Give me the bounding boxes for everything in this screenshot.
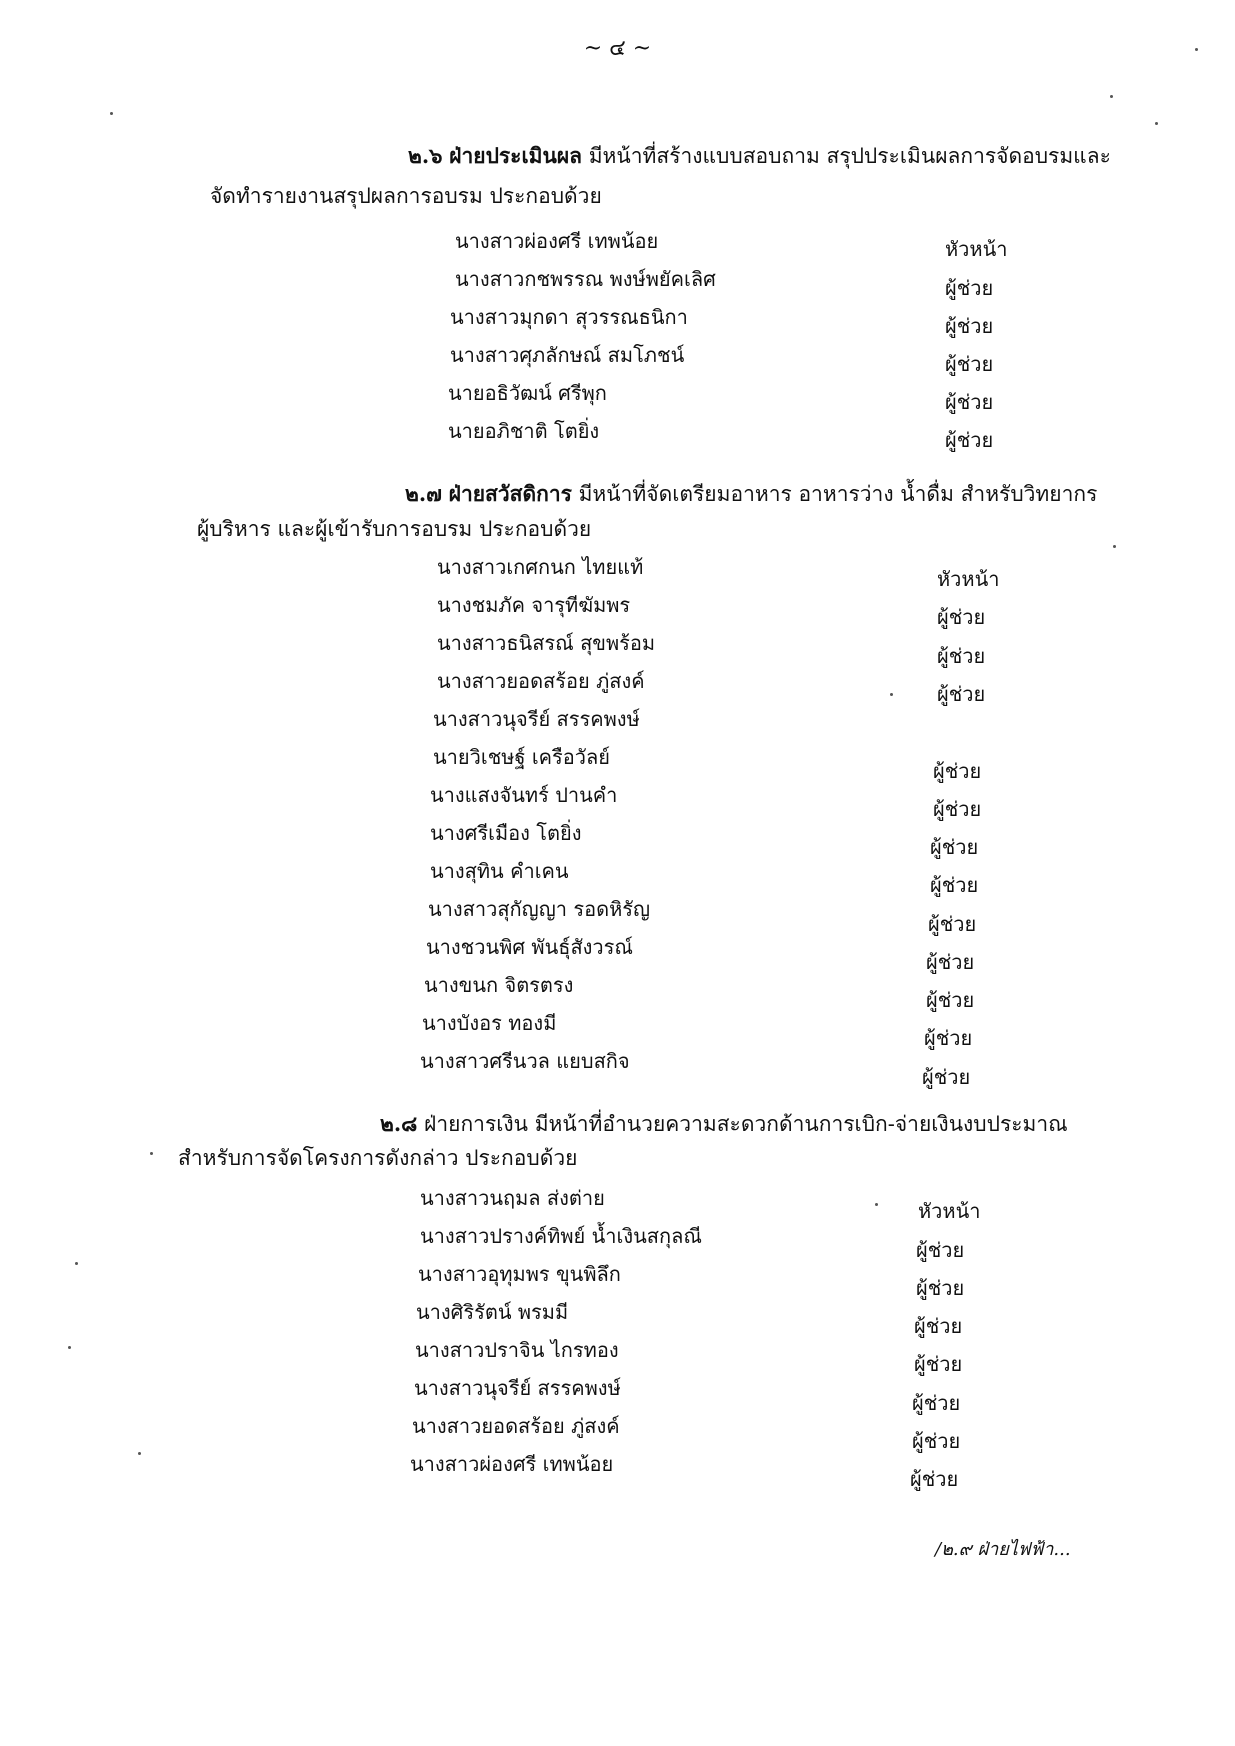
section-duty: มีหน้าที่จัดเตรียมอาหาร อาหารว่าง น้ำดื่ม สำหรับวิทยากร <box>578 482 1098 506</box>
member-role: ผู้ช่วย <box>945 276 994 300</box>
member-name: นางศรีเมือง โตยิ่ง <box>430 821 582 845</box>
member-name: นางสาวยอดสร้อย ภู่สงค์ <box>412 1414 620 1438</box>
member-name: นางสาวเกศกนก ไทยแท้ <box>437 555 644 579</box>
page-number: ~ ๔ ~ <box>583 36 652 61</box>
member-role: ผู้ช่วย <box>916 1276 965 1300</box>
member-role: ผู้ช่วย <box>945 314 994 338</box>
member-role: ผู้ช่วย <box>926 988 975 1012</box>
member-role: หัวหน้า <box>918 1199 981 1223</box>
section-duty: มีหน้าที่สร้างแบบสอบถาม สรุปประเมินผลการจัดอบรมและ <box>588 144 1111 168</box>
member-role: ผู้ช่วย <box>945 390 994 414</box>
scan-speck <box>110 112 113 115</box>
member-name: นางสาวนุจรีย์ สรรคพงษ์ <box>433 707 640 731</box>
member-name: นางศิริรัตน์ พรมมี <box>416 1300 569 1324</box>
member-name: นายอภิชาติ โตยิ่ง <box>448 419 600 443</box>
member-name: นางสาวกชพรรณ พงษ์พยัคเลิศ <box>455 267 716 291</box>
scan-speck <box>1113 545 1116 548</box>
scan-speck <box>1195 48 1198 51</box>
scan-speck <box>68 1346 71 1349</box>
scan-speck <box>875 1203 878 1206</box>
member-role: ผู้ช่วย <box>937 644 986 668</box>
scan-speck <box>75 1262 78 1265</box>
member-name: นางสุทิน คำเคน <box>430 859 569 883</box>
member-role: ผู้ช่วย <box>928 912 977 936</box>
section-duty-continued: สำหรับการจัดโครงการดังกล่าว ประกอบด้วย <box>178 1146 578 1170</box>
member-role: ผู้ช่วย <box>912 1429 961 1453</box>
member-role: ผู้ช่วย <box>916 1238 965 1262</box>
member-role: หัวหน้า <box>945 237 1008 261</box>
member-name: นางสาวสุกัญญา รอดหิรัญ <box>428 897 651 921</box>
member-role: ผู้ช่วย <box>933 759 982 783</box>
member-name: นางสาวธนิสรณ์ สุขพร้อม <box>437 631 656 655</box>
member-role: ผู้ช่วย <box>930 835 979 859</box>
section-title: ฝ่ายสวัสดิการ <box>448 481 572 506</box>
section-number: ๒.๘ <box>380 1111 418 1136</box>
section-heading <box>405 478 1097 511</box>
section-heading <box>408 140 1111 173</box>
member-name: นางสาวศรีนวล แยบสกิจ <box>420 1049 630 1073</box>
member-name: นางสาวนุจรีย์ สรรคพงษ์ <box>414 1376 621 1400</box>
scan-speck <box>890 693 893 696</box>
member-role: หัวหน้า <box>937 567 1000 591</box>
scan-speck <box>1110 95 1113 98</box>
section-duty-continued: จัดทำรายงานสรุปผลการอบรม ประกอบด้วย <box>210 184 602 208</box>
member-name: นางสาวผ่องศรี เทพน้อย <box>455 229 659 253</box>
member-role: ผู้ช่วย <box>937 682 986 706</box>
member-role: ผู้ช่วย <box>912 1391 961 1415</box>
member-role: ผู้ช่วย <box>937 605 986 629</box>
member-role: ผู้ช่วย <box>945 428 994 452</box>
member-name: นางสาวนฤมล ส่งต่าย <box>420 1186 605 1210</box>
scan-speck <box>1155 122 1158 125</box>
section-title: ฝ่ายประเมินผล <box>449 143 583 168</box>
member-role: ผู้ช่วย <box>926 950 975 974</box>
scan-speck <box>150 1152 153 1155</box>
member-role: ผู้ช่วย <box>910 1467 959 1491</box>
member-name: นางสาวอุทุมพร ขุนพิลึก <box>418 1262 621 1286</box>
section-number: ๒.๗ <box>405 481 442 506</box>
section-title: ฝ่ายการเงิน <box>424 1112 529 1136</box>
member-role: ผู้ช่วย <box>945 352 994 376</box>
member-name: นายวิเชษฐ์ เครือวัลย์ <box>433 745 611 769</box>
member-name: นางชวนพิศ พันธุ์สังวรณ์ <box>426 935 633 959</box>
member-name: นางสาวผ่องศรี เทพน้อย <box>410 1452 614 1476</box>
member-name: นางแสงจันทร์ ปานคำ <box>430 783 618 807</box>
member-name: นางสาวยอดสร้อย ภู่สงค์ <box>437 669 645 693</box>
continuation-note: /๒.๙ ฝ่ายไฟฟ้า... <box>935 1539 1071 1560</box>
member-name: นางสาวปราจิน ไกรทอง <box>415 1338 619 1362</box>
scan-speck <box>138 1452 141 1455</box>
section-duty: มีหน้าที่อำนวยความสะดวกด้านการเบิก-จ่ายเงินงบประมาณ <box>534 1112 1068 1136</box>
member-name: นายอธิวัฒน์ ศรีพุก <box>448 381 607 405</box>
member-role: ผู้ช่วย <box>914 1314 963 1338</box>
member-role: ผู้ช่วย <box>930 873 979 897</box>
member-name: นางสาวมุกดา สุวรรณธนิกา <box>450 305 688 329</box>
member-role: ผู้ช่วย <box>933 797 982 821</box>
member-name: นางชมภัค จารุทีฆัมพร <box>437 593 631 617</box>
member-name: นางสาวปรางค์ทิพย์ น้ำเงินสกุลณี <box>420 1224 702 1248</box>
section-duty-continued: ผู้บริหาร และผู้เข้ารับการอบรม ประกอบด้วย <box>197 517 592 541</box>
member-role: ผู้ช่วย <box>914 1352 963 1376</box>
section-heading <box>380 1108 1068 1141</box>
member-name: นางบังอร ทองมี <box>422 1011 557 1035</box>
member-role: ผู้ช่วย <box>922 1065 971 1089</box>
section-number: ๒.๖ <box>408 143 443 168</box>
member-role: ผู้ช่วย <box>924 1026 973 1050</box>
member-name: นางขนก จิตรตรง <box>424 973 574 997</box>
member-name: นางสาวศุภลักษณ์ สมโภชน์ <box>450 343 685 367</box>
